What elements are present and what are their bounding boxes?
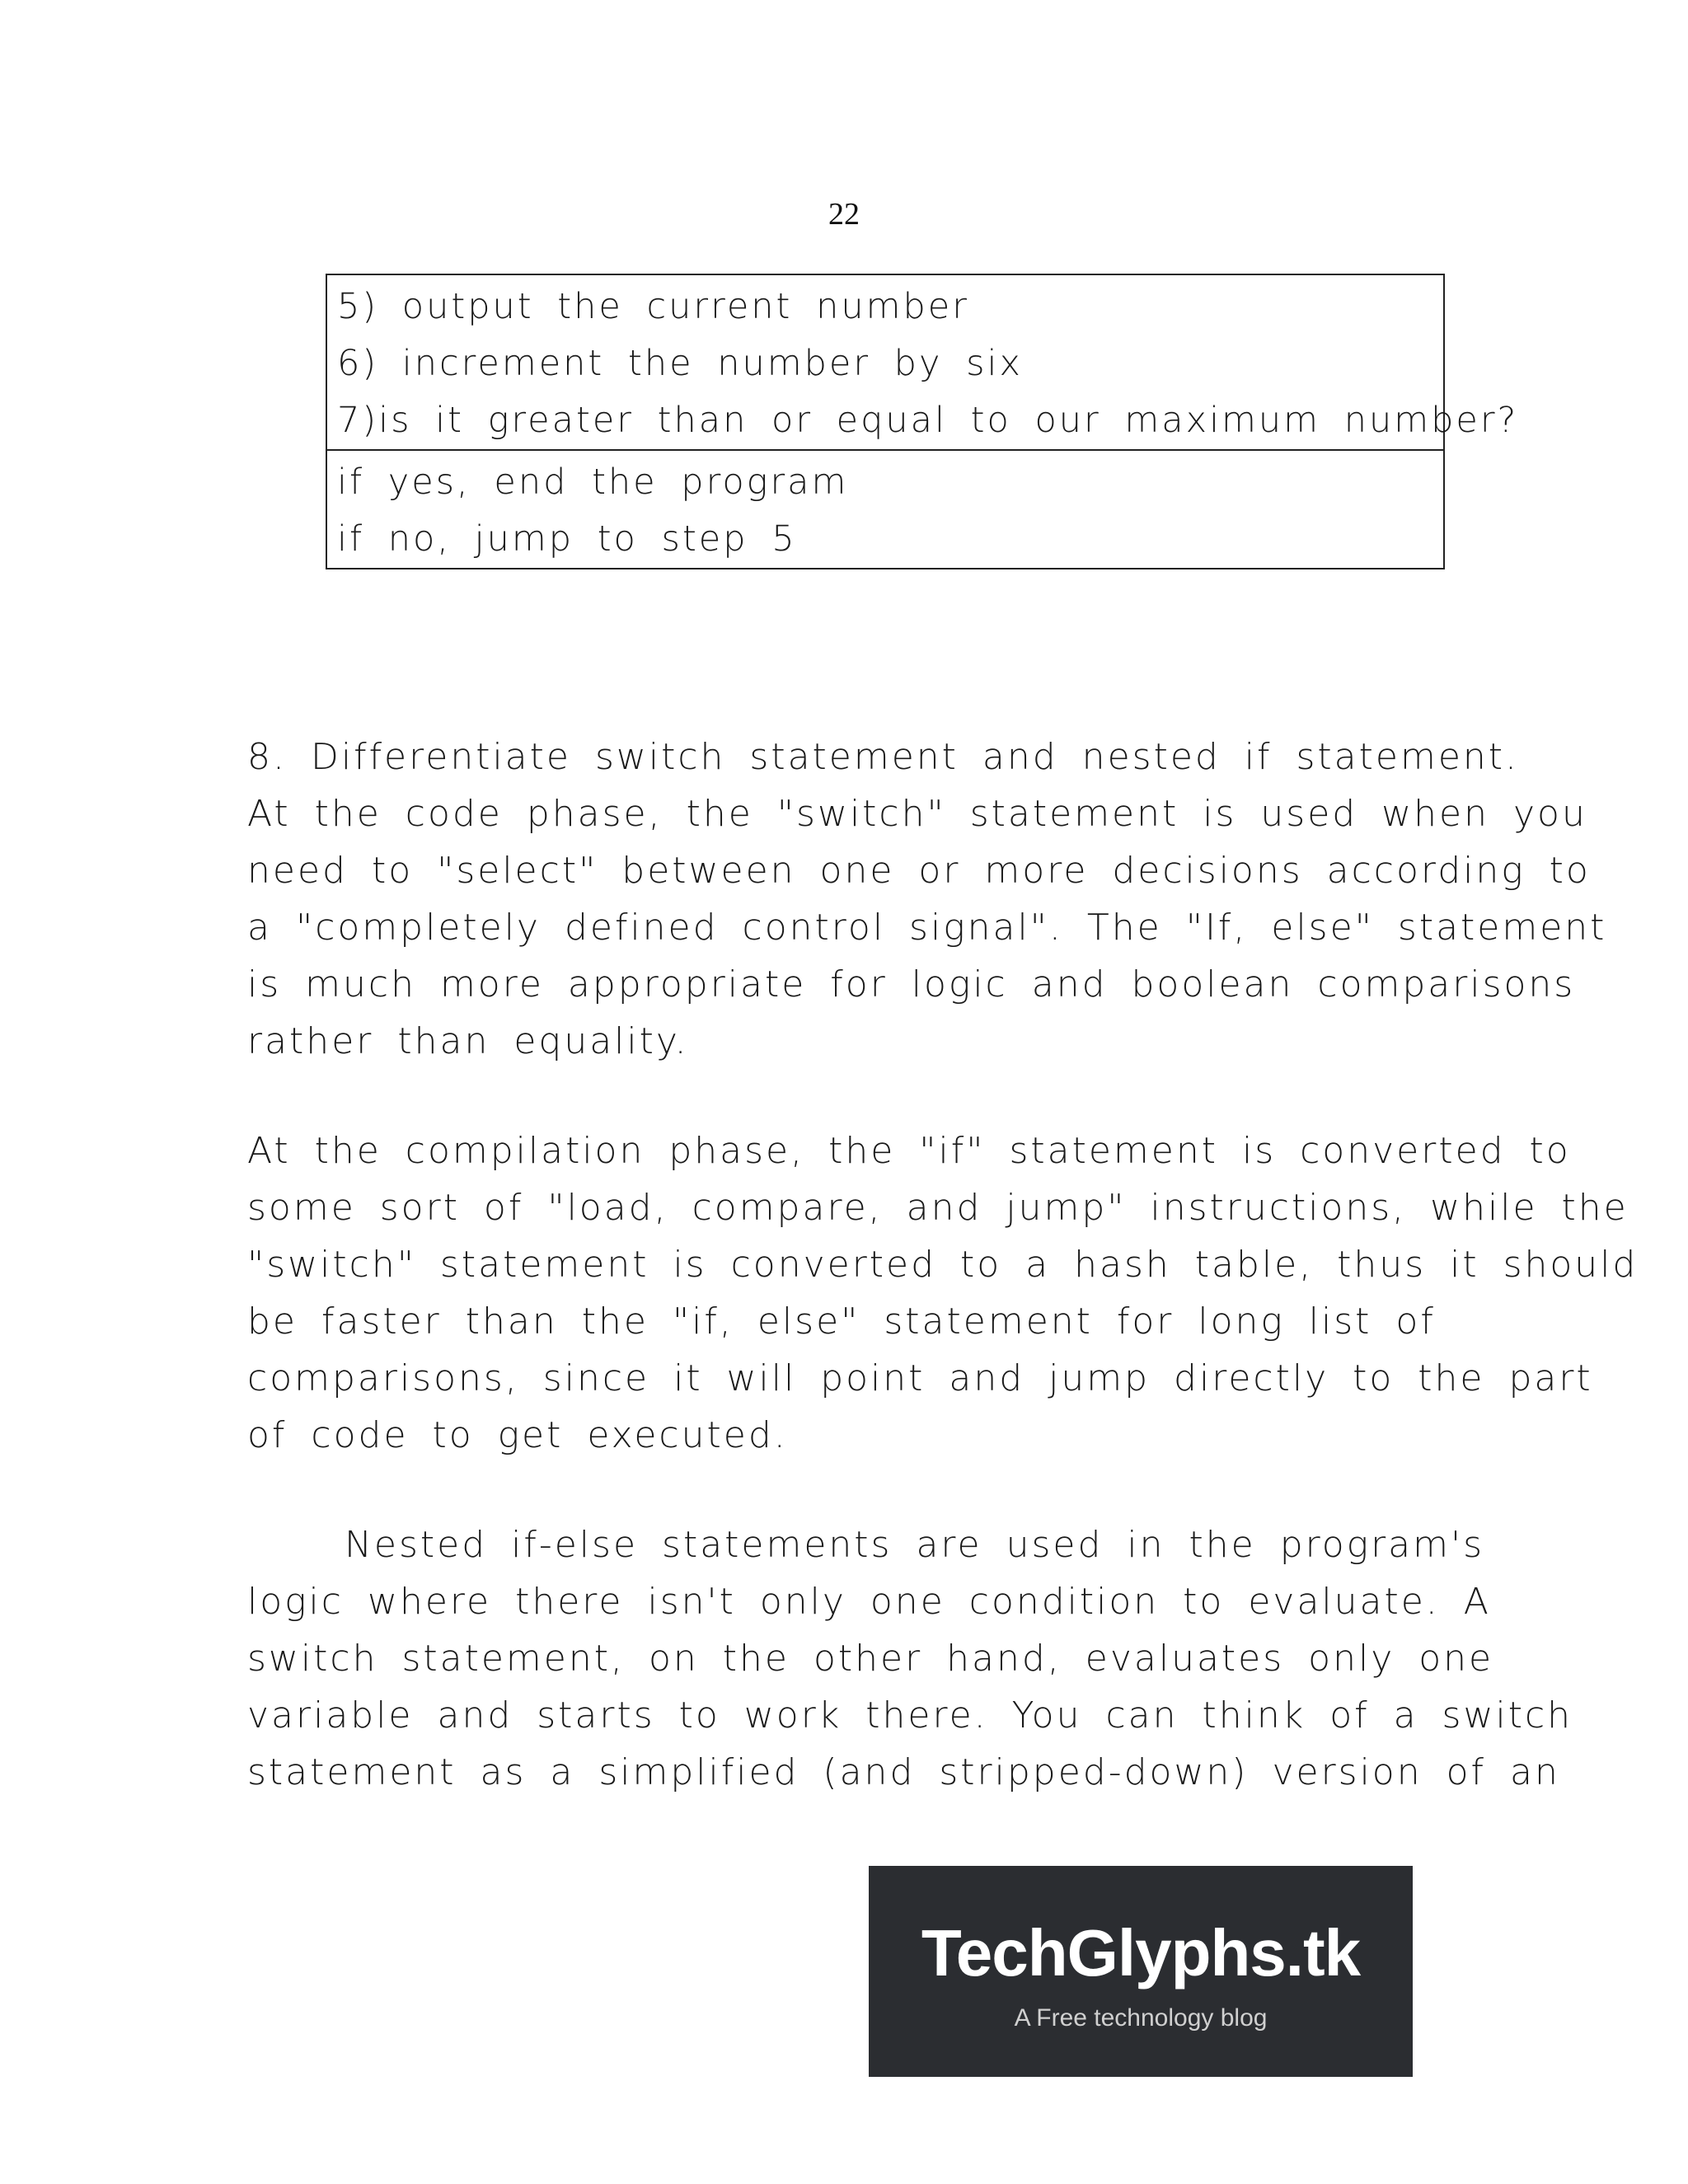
paragraph-switch-vs-if-code-phase [247, 729, 1607, 1070]
paragraph-compilation-phase [247, 1122, 1639, 1464]
algorithm-steps-table [326, 274, 1519, 569]
paragraph-line: logic where there isn't only one condition to evaluate. A [247, 1581, 1491, 1623]
paragraph-line: At the compilation phase, the "if" statement is converted to [247, 1130, 1571, 1172]
logo-tagline: A Free technology blog [1014, 2004, 1268, 2032]
step-line: 5) output the current number [337, 286, 969, 327]
steps-table-bottom-cell [327, 449, 1443, 568]
step-line: if no, jump to step 5 [337, 518, 797, 560]
paragraph-line: variable and starts to work there. You can think of a switch [247, 1694, 1573, 1736]
paragraph-nested-if-else [247, 1516, 1573, 1801]
paragraph-line: statement as a simplified (and stripped-down) version of an [247, 1751, 1560, 1793]
paragraph-line: a "completely defined control signal". The "If, else" statement [247, 907, 1607, 949]
steps-table-top-cell [327, 275, 1519, 449]
page-number: 22 [828, 197, 860, 232]
logo-title: TechGlyphs.tk [921, 1916, 1361, 1990]
techglyphs-logo-banner [869, 1866, 1413, 2077]
paragraph-line: be faster than the "if, else" statement for long list of [247, 1301, 1436, 1343]
step-line: 6) increment the number by six [337, 343, 1023, 384]
paragraph-line: some sort of "load, compare, and jump" instructions, while the [247, 1187, 1629, 1229]
paragraph-line: of code to get executed. [247, 1414, 788, 1456]
step-line: if yes, end the program [337, 462, 849, 503]
question-heading: 8. Differentiate switch statement and nested if statement. [247, 736, 1520, 778]
paragraph-line: need to "select" between one or more decisions according to [247, 850, 1591, 892]
paragraph-line: At the code phase, the "switch" statement is used when you [247, 793, 1587, 835]
paragraph-line: rather than equality. [247, 1020, 689, 1062]
paragraph-line: Nested if-else statements are used in the program's [345, 1524, 1484, 1566]
paragraph-line: "switch" statement is converted to a hash table, thus it should [247, 1244, 1639, 1286]
paragraph-line: comparisons, since it will point and jump directly to the part [247, 1357, 1593, 1399]
paragraph-line: switch statement, on the other hand, evaluates only one [247, 1638, 1494, 1680]
step-line: 7)is it greater than or equal to our maximum number? [337, 400, 1519, 441]
paragraph-line: is much more appropriate for logic and boolean comparisons [247, 963, 1576, 1005]
